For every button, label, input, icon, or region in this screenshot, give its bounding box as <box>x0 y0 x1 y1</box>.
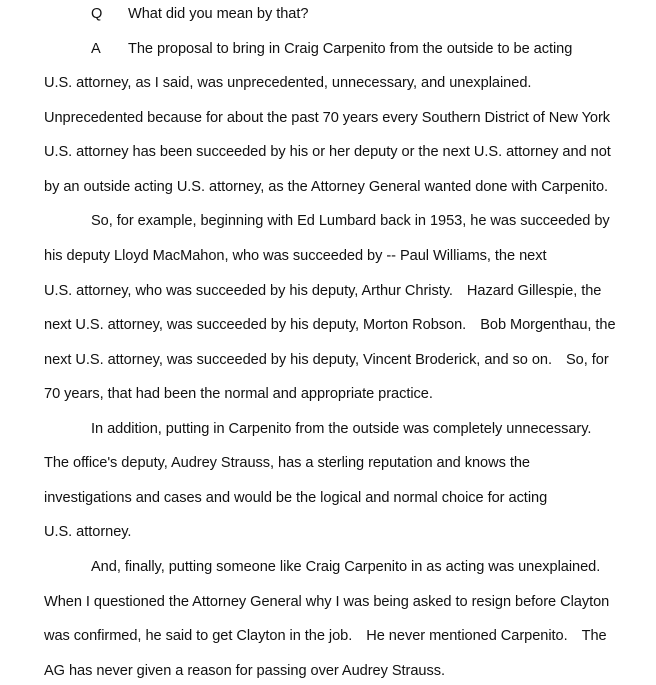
transcript-line <box>44 627 607 645</box>
transcript-line: And, finally, putting someone like Craig Carpenito in as acting was unexplained. <box>91 559 601 575</box>
sentence-part: The <box>581 628 607 644</box>
sentence-part: Bob Morgenthau, the <box>480 317 616 333</box>
answer-label: A <box>91 41 101 57</box>
transcript-line: Unprecedented because for about the past 70 years every Southern District of New York <box>44 110 611 126</box>
transcript-line <box>44 316 616 334</box>
transcript-line <box>44 282 601 300</box>
sentence-part: He never mentioned Carpenito. <box>366 628 568 644</box>
transcript-line: by an outside acting U.S. attorney, as the Attorney General wanted done with Carpenito. <box>44 179 609 195</box>
sentence-part: next U.S. attorney, was succeeded by his deputy, Vincent Broderick, and so on. <box>44 352 552 368</box>
sentence-part: Hazard Gillespie, the <box>466 283 602 299</box>
sentence-part: was confirmed, he said to get Clayton in the job. <box>44 628 353 644</box>
transcript-line: When I questioned the Attorney General why I was being asked to resign before Clayton <box>44 594 610 610</box>
transcript-line <box>44 351 609 369</box>
answer-text: The proposal to bring in Craig Carpenito from the outside to be acting <box>128 41 573 57</box>
transcript-line: 70 years, that had been the normal and appropriate practice. <box>44 386 433 402</box>
transcript-line: U.S. attorney, as I said, was unprecedented, unnecessary, and unexplained. <box>44 75 532 91</box>
transcript-line: U.S. attorney has been succeeded by his or her deputy or the next U.S. attorney and not <box>44 144 611 160</box>
transcript-line: In addition, putting in Carpenito from the outside was completely unnecessary. <box>91 421 592 437</box>
transcript-line: his deputy Lloyd MacMahon, who was succeeded by -- Paul Williams, the next <box>44 248 547 264</box>
transcript-line: investigations and cases and would be the logical and normal choice for acting <box>44 490 548 506</box>
transcript-line: AG has never given a reason for passing over Audrey Strauss. <box>44 663 445 679</box>
transcript-line: U.S. attorney. <box>44 524 132 540</box>
transcript-line: So, for example, beginning with Ed Lumbard back in 1953, he was succeeded by <box>91 213 610 229</box>
question-label: Q <box>91 6 103 22</box>
transcript-line: The office's deputy, Audrey Strauss, has a sterling reputation and knows the <box>44 455 531 471</box>
question-text: What did you mean by that? <box>128 6 309 22</box>
sentence-part: So, for <box>565 352 609 368</box>
sentence-part: next U.S. attorney, was succeeded by his deputy, Morton Robson. <box>44 317 467 333</box>
sentence-part: U.S. attorney, who was succeeded by his deputy, Arthur Christy. <box>44 283 453 299</box>
